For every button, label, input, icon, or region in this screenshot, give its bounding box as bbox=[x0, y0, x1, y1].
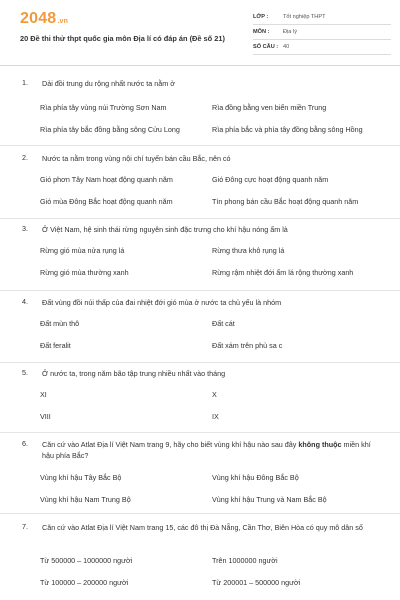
question-number: 1. bbox=[22, 78, 28, 87]
option-b[interactable]: X bbox=[212, 390, 217, 399]
question-text: Dải đồi trung du rộng nhất nước ta nằm ở bbox=[42, 79, 175, 88]
page-header bbox=[0, 0, 400, 66]
option-b[interactable]: Gió Đông cực hoạt động quanh năm bbox=[212, 175, 329, 184]
meta-label: MÔN : bbox=[253, 29, 270, 35]
option-d[interactable]: Tín phong bán cầu Bắc hoạt động quanh năm bbox=[212, 197, 359, 206]
meta-value: Địa lý bbox=[283, 29, 297, 35]
option-d[interactable]: Vùng khí hậu Trung và Nam Bắc Bộ bbox=[212, 495, 327, 504]
option-d[interactable]: Từ 200001 – 500000 người bbox=[212, 578, 301, 587]
option-a[interactable]: Đất mùn thô bbox=[40, 319, 80, 328]
question-divider bbox=[0, 432, 400, 433]
option-b[interactable]: Vùng khí hậu Đông Bắc Bộ bbox=[212, 473, 299, 482]
question-text: Căn cứ vào Atlat Địa lí Việt Nam trang 15, các đô thị Đà Nẵng, Cần Thơ, Biên Hòa có quy mô dân số bbox=[42, 523, 363, 532]
site-logo[interactable] bbox=[20, 10, 68, 28]
question-text-emphasis: không thuộc bbox=[298, 440, 342, 449]
option-d[interactable]: Đất xám trên phù sa c bbox=[212, 341, 283, 350]
question-text: Ở Việt Nam, hệ sinh thái rừng nguyên sinh đặc trưng cho khí hậu nóng ẩm là bbox=[42, 225, 288, 234]
meta-row-count bbox=[253, 40, 391, 55]
logo-main: 2048 bbox=[20, 10, 57, 27]
question-divider bbox=[0, 218, 400, 219]
option-b[interactable]: Đất cát bbox=[212, 319, 235, 328]
meta-label: LỚP : bbox=[253, 14, 269, 20]
option-c[interactable]: Rừng gió mùa thường xanh bbox=[40, 268, 129, 277]
option-a[interactable]: Rừng gió mùa nửa rụng lá bbox=[40, 246, 125, 255]
option-a[interactable]: Từ 500000 – 1000000 người bbox=[40, 556, 133, 565]
document-title: 20 Đề thi thử thpt quốc gia môn Địa lí có đáp án (Đề số 21) bbox=[20, 34, 225, 43]
option-c[interactable]: VIII bbox=[40, 412, 51, 421]
question-number: 4. bbox=[22, 297, 28, 306]
option-d[interactable]: Rìa phía bắc và phía tây đồng bằng sông Hồng bbox=[212, 125, 363, 134]
question-text: Nước ta nằm trong vùng nội chí tuyến bán cầu Bắc, nên có bbox=[42, 154, 231, 163]
option-a[interactable]: Rìa phía tây vùng núi Trường Sơn Nam bbox=[40, 103, 167, 112]
option-c[interactable]: Gió mùa Đông Bắc hoạt động quanh năm bbox=[40, 197, 173, 206]
meta-value: 40 bbox=[283, 44, 290, 50]
option-b[interactable]: Trên 1000000 người bbox=[212, 556, 278, 565]
meta-row-subject bbox=[253, 25, 391, 40]
option-d[interactable]: IX bbox=[212, 412, 219, 421]
question-divider bbox=[0, 145, 400, 146]
option-c[interactable]: Vùng khí hậu Nam Trung Bộ bbox=[40, 495, 131, 504]
option-c[interactable]: Đất feralit bbox=[40, 341, 71, 350]
question-divider bbox=[0, 513, 400, 514]
option-b[interactable]: Rìa đồng bằng ven biển miền Trung bbox=[212, 103, 327, 112]
question-number: 5. bbox=[22, 368, 28, 377]
document-meta bbox=[253, 10, 391, 55]
option-b[interactable]: Rừng thưa khô rụng lá bbox=[212, 246, 285, 255]
option-a[interactable]: Gió phơn Tây Nam hoạt động quanh năm bbox=[40, 175, 173, 184]
question-text-part: miền khí hậu phía Bắc? bbox=[42, 440, 371, 460]
meta-label: SỐ CÂU : bbox=[253, 44, 279, 50]
question-text-part: Căn cứ vào Atlat Địa lí Việt Nam trang 9, hãy cho biết vùng khí hậu nào sau đây bbox=[42, 440, 299, 449]
question-number: 3. bbox=[22, 224, 28, 233]
option-c[interactable]: Rìa phía tây bắc đồng bằng sông Cửu Long bbox=[40, 125, 180, 134]
question-number: 2. bbox=[22, 153, 28, 162]
meta-value: Tốt nghiệp THPT bbox=[283, 14, 326, 20]
option-d[interactable]: Rừng rậm nhiệt đới ẩm lá rộng thường xanh bbox=[212, 268, 354, 277]
question-divider bbox=[0, 362, 400, 363]
question-text: Đất vùng đồi núi thấp của đai nhiệt đới gió mùa ở nước ta chủ yếu là nhóm bbox=[42, 298, 282, 307]
question-text bbox=[42, 439, 382, 461]
logo-suffix: .vn bbox=[57, 18, 69, 25]
meta-row-class bbox=[253, 10, 391, 25]
question-text: Ở nước ta, trong năm bão tập trung nhiều nhất vào tháng bbox=[42, 369, 226, 378]
option-a[interactable]: XI bbox=[40, 390, 47, 399]
question-number: 7. bbox=[22, 522, 28, 531]
question-divider bbox=[0, 290, 400, 291]
question-number: 6. bbox=[22, 439, 28, 448]
option-c[interactable]: Từ 100000 – 200000 người bbox=[40, 578, 129, 587]
option-a[interactable]: Vùng khí hậu Tây Bắc Bộ bbox=[40, 473, 122, 482]
